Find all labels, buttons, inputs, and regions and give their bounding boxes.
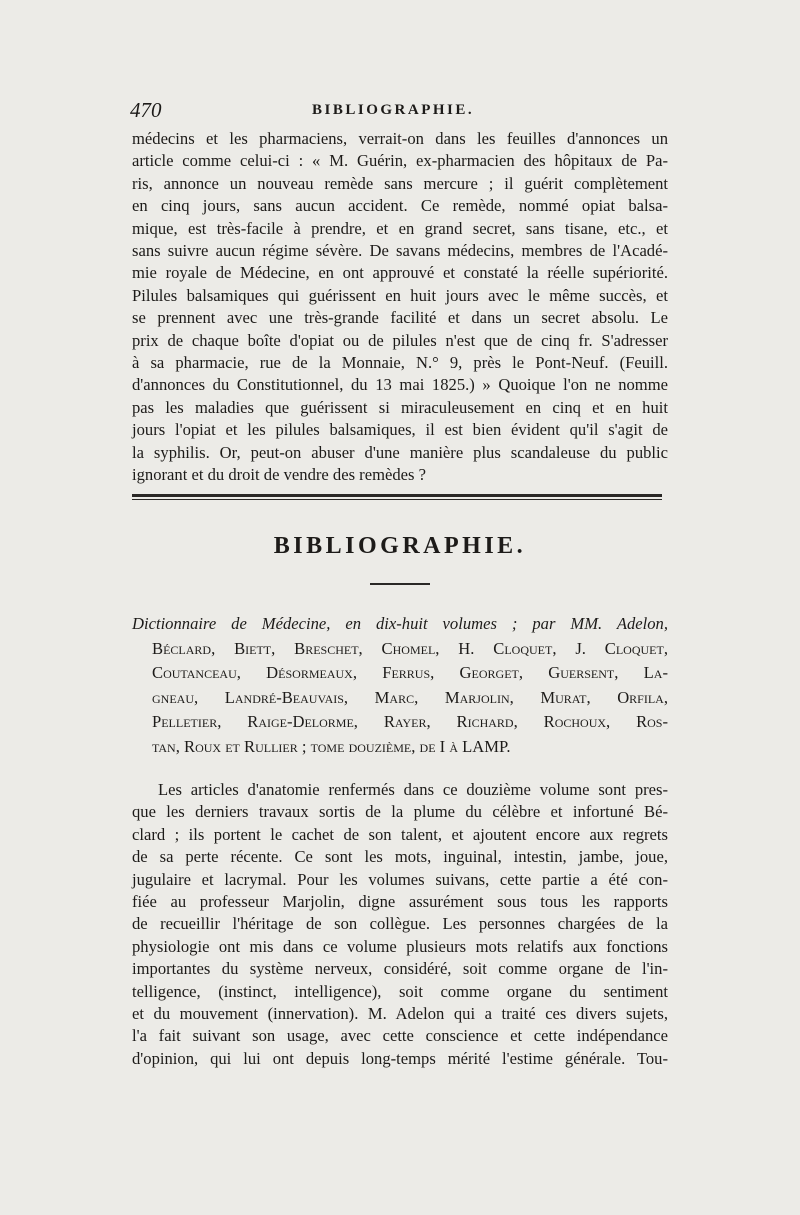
page-header — [130, 98, 666, 124]
text-line: mie royale de Médecine, en ont approuvé et constaté la réelle supériorité. — [132, 263, 668, 283]
text-line: ignorant et du droit de vendre des remèdes ? — [132, 465, 426, 485]
text-line: article comme celui-ci : « M. Guérin, ex-pharmacien des hôpitaux de Pa- — [132, 151, 668, 171]
text-line: en cinq jours, sans aucun accident. Ce remède, nommé opiat balsa- — [132, 196, 668, 216]
entry-line: Béclard, Biett, Breschet, Chomel, H. Cloquet, J. Cloquet, — [152, 638, 668, 658]
entry-line: gneau, Landré-Beauvais, Marc, Marjolin, Murat, Orfila, — [152, 687, 668, 707]
double-rule-top — [132, 494, 662, 497]
text-line: telligence, (instinct, intelligence), soit comme organe du sentiment — [132, 981, 668, 1001]
text-line: physiologie ont mis dans ce volume plusieurs mots relatifs aux fonctions — [132, 936, 668, 956]
text-line: Les articles d'anatomie renfermés dans ce douzième volume sont pres- — [158, 780, 668, 799]
text-line: Pilules balsamiques qui guérissent en huit jours avec le même succès, et — [132, 285, 668, 305]
text-line: la syphilis. Or, peut-on abuser d'une manière plus scandaleuse du public — [132, 442, 668, 462]
text-line: d'opinion, qui lui ont depuis long-temps mérité l'estime générale. Tou- — [132, 1048, 668, 1068]
text-line: de sa perte récente. Ce sont les mots, inguinal, intestin, jambe, joue, — [132, 847, 668, 867]
entry-line: Pelletier, Raige-Delorme, Rayer, Richard, Rochoux, Ros- — [152, 712, 668, 731]
text-line: fiée au professeur Marjolin, digne assurément sous tous les rapports — [132, 892, 668, 912]
text-line: médecins et les pharmaciens, verrait-on dans les feuilles d'annonces un — [132, 129, 668, 148]
title-rule — [370, 583, 430, 585]
text-line: se prennent avec une très-grande facilité et dans un secret absolu. Le — [132, 308, 668, 328]
text-line: l'a fait suivant son usage, avec cette conscience et cette indépendance — [132, 1026, 668, 1046]
text-line: sans suivre aucun régime sévère. De savans médecins, membres de l'Acadé- — [132, 241, 668, 261]
text-line: à sa pharmacie, rue de la Monnaie, N.° 9, près le Pont-Neuf. (Feuill. — [132, 353, 668, 373]
bibliographic-entry — [132, 612, 668, 759]
review-paragraph — [132, 779, 668, 1070]
text-line: d'annonces du Constitutionnel, du 13 mai 1825.) » Quoique l'on ne nomme — [132, 375, 668, 395]
double-rule-bottom — [132, 499, 662, 500]
text-line: clard ; ils portent le cachet de son talent, et ajoutent encore aux regrets — [132, 824, 668, 844]
text-line: de recueillir l'héritage de son collègue. Les personnes chargées de la — [132, 914, 668, 934]
text-line: pas les maladies que guérissent si miraculeusement en cinq et en huit — [132, 397, 668, 417]
text-line: mique, est très-facile à prendre, et en grand secret, sans tisane, etc., et — [132, 218, 668, 238]
text-line: jours l'opiat et les pilules balsamiques, il est bien évident qu'il s'agit de — [132, 420, 668, 440]
text-line: ris, annonce un nouveau remède sans mercure ; il guérit complètement — [132, 173, 668, 193]
section-title: BIBLIOGRAPHIE. — [273, 533, 527, 559]
running-head: BIBLIOGRAPHIE. — [312, 102, 475, 118]
entry-line: Coutanceau, Désormeaux, Ferrus, Georget, Guersent, La- — [152, 663, 668, 682]
entry-line: Dictionnaire de Médecine, en dix-huit volumes ; par MM. Adelon, — [132, 614, 668, 633]
page-number: 470 — [130, 98, 162, 122]
text-line: prix de chaque boîte d'opiat ou de pilules n'est que de cinq fr. S'adresser — [132, 330, 668, 350]
text-line: jugulaire et lacrymal. Pour les volumes suivans, cette partie a été con- — [132, 869, 668, 889]
text-line: importantes du système nerveux, considéré, soit comme organe de l'in- — [132, 959, 668, 979]
text-line: et du mouvement (innervation). M. Adelon qui a traité ces divers sujets, — [132, 1004, 668, 1024]
text-line: que les derniers travaux sortis de la plume du célèbre et infortuné Bé- — [132, 802, 668, 822]
continuation-paragraph — [132, 128, 668, 487]
entry-line: tan, Roux et Rullier ; tome douzième, de I à LAMP. — [152, 736, 511, 756]
